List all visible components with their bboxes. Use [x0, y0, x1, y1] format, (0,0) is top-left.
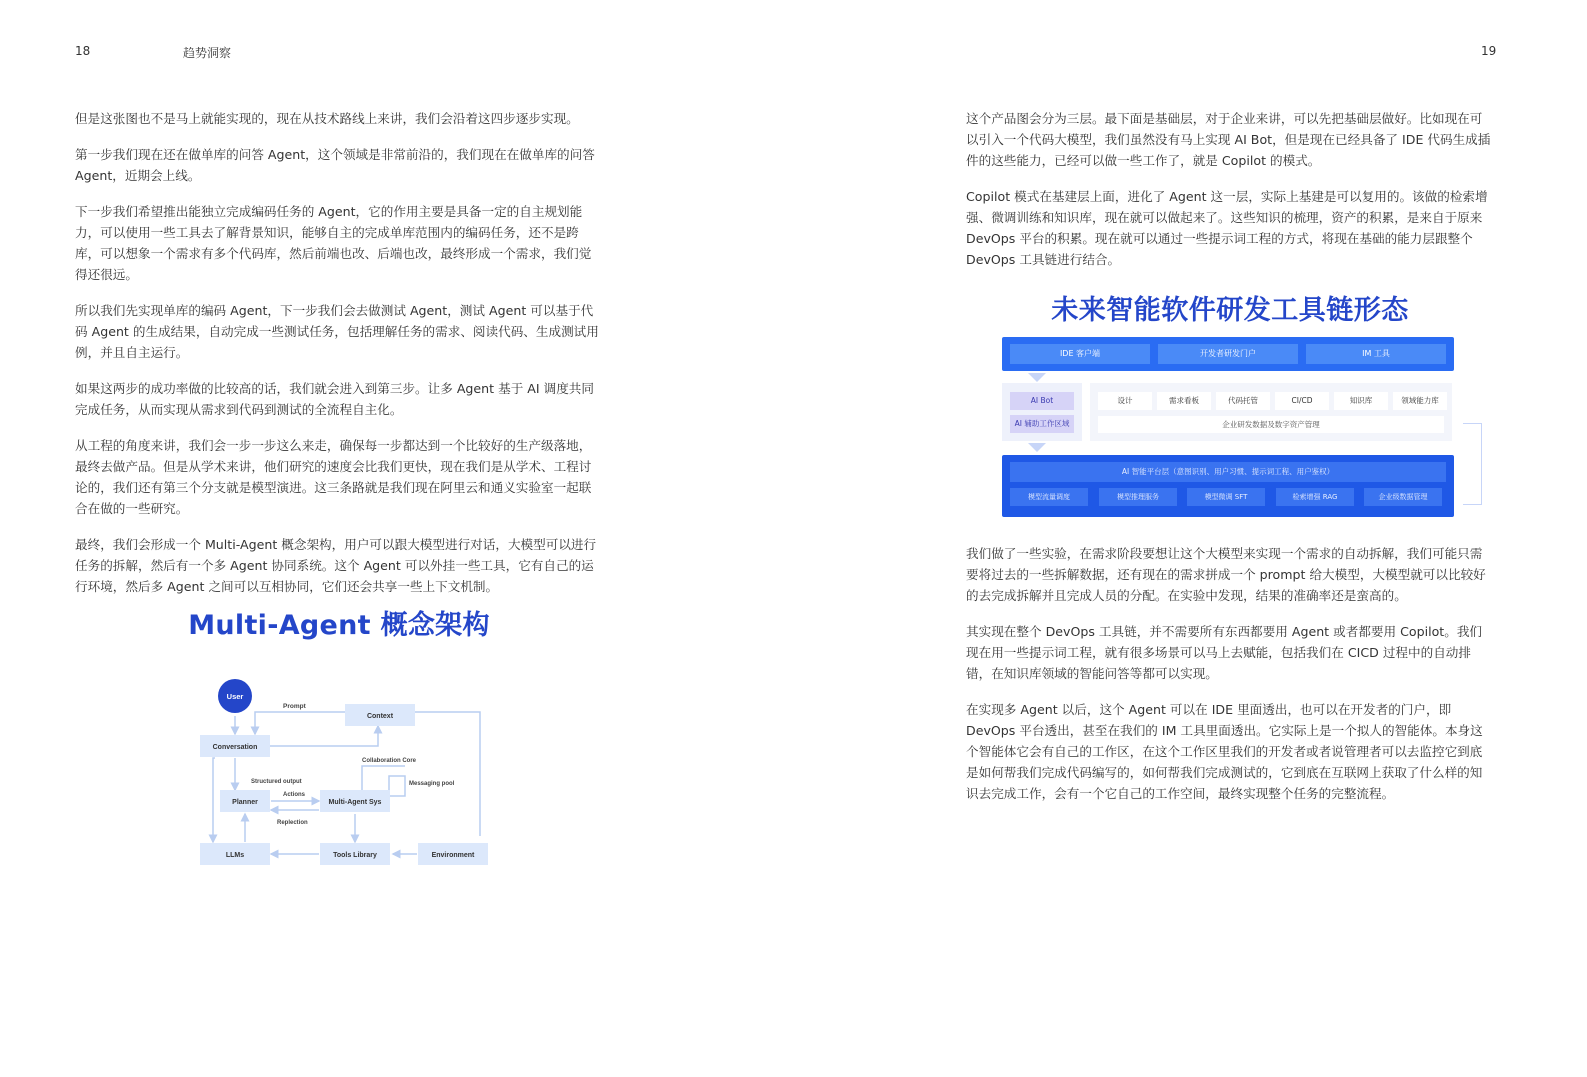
ide-client-cell: IDE 客户端: [1010, 344, 1150, 364]
tool-item-board: 需求看板: [1157, 392, 1211, 410]
llms-label: LLMs: [225, 852, 245, 859]
service-data: 企业级数据管理: [1364, 488, 1442, 506]
service-inference: 模型推理服务: [1099, 488, 1177, 506]
ai-bot-panel: [1002, 383, 1082, 441]
section-title: 趋势洞察: [183, 46, 232, 60]
asset-management-bar: 企业研发数据及数字资产管理: [1098, 416, 1444, 433]
paragraph: 但是这张图也不是马上就能实现的，现在从技术路线上来讲，我们会沿着这四步逐步实现。: [75, 111, 579, 126]
replection-label: Replection: [277, 820, 308, 826]
actions-label: Actions: [283, 792, 306, 798]
multi-agent-sys-label: Multi-Agent Sys: [328, 799, 382, 806]
toolchain-diagram: [966, 337, 1494, 525]
toolchain-diagram-title: 未来智能软件研发工具链形态: [1051, 295, 1409, 326]
user-label: User: [226, 692, 244, 701]
planner-label: Planner: [232, 799, 258, 806]
tools-library-label: Tools Library: [333, 852, 377, 859]
paragraph: 下一步我们希望推出能独立完成编码任务的 Agent，它的作用主要是具备一定的自主规划能力，可以使用一些工具去了解背景知识，能够自主的完成单库范围内的编码任务，还不是跨库，可以想象一个需求有多个代码库，然后前端也改、后端也改，最终形成一个需求，我们觉得还很远。: [75, 204, 592, 282]
agent-layer: [1002, 383, 1454, 441]
tool-item-cicd: CI/CD: [1275, 392, 1329, 410]
paragraph: 从工程的角度来讲，我们会一步一步这么来走，确保每一步都达到一个比较好的生产级落地，最终去做产品。但是从学术来讲，他们研究的速度会比我们更快，现在我们是从学术、工程讨论的，我们还有第三个分支就是模型演进。这三条路就是我们现在阿里云和通义实验室一起联合在做的一些研究。: [75, 438, 592, 516]
ai-platform-bar: AI 智能平台层（意图识别、用户习惯、提示词工程、用户鉴权）: [1010, 462, 1446, 482]
right-column: [966, 108, 1494, 819]
environment-label: Environment: [431, 852, 475, 859]
messaging-pool-label: Messaging pool: [409, 781, 455, 787]
collaboration-core-label: Collaboration Core: [362, 758, 417, 764]
multi-agent-diagram: [75, 646, 603, 881]
down-arrow-icon: [1028, 373, 1046, 382]
ai-assist-chip: AI 辅助工作区域: [1010, 415, 1074, 433]
down-arrow-icon: [1028, 443, 1046, 452]
paragraph: 我们做了一些实验，在需求阶段要想让这个大模型来实现一个需求的自动拆解，我们可能只需要将过去的一些拆解数据，还有现在的需求拼成一个 prompt 给大模型，大模型就可以比较好的去完成拆解并且完成人员的分配。在实验中发现，结果的准确率还是蛮高的。: [966, 546, 1486, 603]
paragraph: 最终，我们会形成一个 Multi-Agent 概念架构，用户可以跟大模型进行对话，大模型可以进行任务的拆解，然后有一个多 Agent 协同系统。这个 Agent 可以外挂一些工具，它有自己的运行环境，然后多 Agent 之间可以互相协同，它们还会共享一些上下文机制。: [75, 537, 597, 594]
tool-panel: [1090, 383, 1452, 441]
paragraph: 在实现多 Agent 以后，这个 Agent 可以在 IDE 里面透出，也可以在开发者的门户，即 DevOps 平台透出，甚至在我们的 IM 工具里面透出。它实际上是一个拟人的智能体。本身这个智能体它会有自己的工作区，在这个工作区里我们的开发者或者说管理者可以去监控它到底是如何帮我们完成代码编写的，如何帮我们完成测试的，它到底在互联网上获取了什么样的知识去完成工作，会有一个它自己的工作空间，最终实现整个任务的完整流程。: [966, 702, 1483, 801]
ai-bot-chip: AI Bot: [1010, 392, 1074, 410]
tool-item-domain: 领域能力库: [1393, 392, 1447, 410]
paragraph: 所以我们先实现单库的编码 Agent，下一步我们会去做测试 Agent，测试 Agent 可以基于代码 Agent 的生成结果，自动完成一些测试任务，包括理解任务的需求、阅读代码、生成测试用例，并且自主运行。: [75, 303, 599, 360]
paragraph: Copilot 模式在基建层上面，进化了 Agent 这一层，实际上基建是可以复用的。该做的检索增强、微调训练和知识库，现在就可以做起来了。这些知识的梳理，资产的积累，是来自于原来 DevOps 平台的积累。现在就可以通过一些提示词工程的方式，将现在基础的能力层跟整个 DevOps 工具链进行结合。: [966, 189, 1488, 267]
service-sft: 模型微调 SFT: [1187, 488, 1265, 506]
tool-item-knowledge: 知识库: [1334, 392, 1388, 410]
service-rag: 检索增强 RAG: [1276, 488, 1354, 506]
client-layer: [1002, 337, 1454, 371]
service-traffic: 模型流量调度: [1010, 488, 1088, 506]
prompt-label: Prompt: [283, 703, 306, 710]
conversation-label: Conversation: [212, 744, 258, 751]
paragraph: 第一步我们现在还在做单库的问答 Agent，这个领域是非常前沿的，我们现在在做单库的问答 Agent，近期会上线。: [75, 147, 595, 183]
page-number-right: 19: [1481, 44, 1497, 58]
structured-output-label: Structured output: [251, 779, 302, 785]
tool-item-code: 代码托管: [1216, 392, 1270, 410]
left-column: [75, 108, 603, 881]
paragraph: 如果这两步的成功率做的比较高的话，我们就会进入到第三步。让多 Agent 基于 AI 调度共同完成任务，从而实现从需求到代码到测试的全流程自主化。: [75, 381, 594, 417]
paragraph: 这个产品图会分为三层。最下面是基础层，对于企业来讲，可以先把基础层做好。比如现在可以引入一个代码大模型，我们虽然没有马上实现 AI Bot，但是现在已经具备了 IDE 代码生成插件的这些能力，已经可以做一些工作了，就是 Copilot 的模式。: [966, 111, 1491, 168]
feedback-connector: [1463, 423, 1482, 505]
developer-portal-cell: 开发者研发门户: [1158, 344, 1298, 364]
platform-layer: [1002, 455, 1454, 517]
im-tool-cell: IM 工具: [1306, 344, 1446, 364]
page-number-left: 18: [75, 44, 91, 58]
paragraph: 其实现在整个 DevOps 工具链，并不需要所有东西都要用 Agent 或者都要用 Copilot。我们现在用一些提示词工程，就有很多场景可以马上去赋能，包括我们在 CICD 过程中的自动排错，在知识库领域的智能问答等都可以实现。: [966, 624, 1483, 681]
context-label: Context: [366, 713, 394, 720]
multi-agent-diagram-title: Multi-Agent 概念架构: [188, 610, 490, 641]
tool-item-design: 设计: [1098, 392, 1152, 410]
